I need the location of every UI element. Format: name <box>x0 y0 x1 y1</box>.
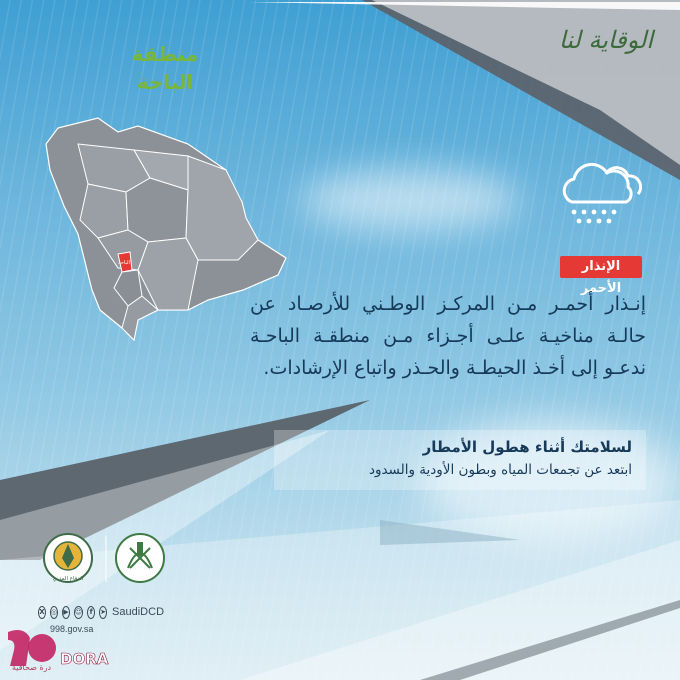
alert-line: إنـذار أحمـر مـن المركـز الوطـني للأرصـاد عن <box>250 293 646 315</box>
social-media-row <box>38 604 164 620</box>
snapchat-icon[interactable]: ☺ <box>74 606 83 619</box>
safety-tip-text: ابتعد عن تجمعات المياه وبطون الأودية والسدود <box>368 462 632 478</box>
alert-message <box>250 288 646 384</box>
safety-tip-box <box>274 430 646 490</box>
watermark-subtitle: درة صحافية <box>12 663 52 672</box>
alert-line: ندعـو إلى أخـذ الحيطـة والحـذر واتباع الإرشادات. <box>263 357 646 379</box>
rain-cloud-icon <box>558 158 644 232</box>
safety-tip-title: لسلامتك أثناء هطول الأمطار <box>422 438 632 456</box>
red-alert-badge: الإنذار الأحمر <box>560 256 642 278</box>
watermark-text: DORA <box>60 650 109 668</box>
facebook-icon[interactable]: f <box>87 606 95 619</box>
youtube-icon[interactable]: ▶ <box>62 606 70 619</box>
social-handle[interactable]: SaudiDCD <box>112 606 165 618</box>
instagram-icon[interactable]: ◎ <box>50 606 58 619</box>
region-title-line1: منطقة <box>131 42 199 66</box>
ministry-emblem-logo <box>116 534 164 582</box>
footer-logos <box>42 528 172 590</box>
website-url[interactable]: 998.gov.sa <box>50 624 94 634</box>
civil-defense-logo <box>44 534 92 582</box>
brand-logo: الوقاية لنا <box>558 26 654 54</box>
telegram-icon[interactable]: ➤ <box>99 606 107 619</box>
region-title-line2: الباحة <box>136 70 194 94</box>
civil-defense-caption: الدفاع المدني <box>52 576 84 582</box>
alert-line: حالـة مناخيـة علـى أجـزاء مـن منطقـة الباحـة <box>250 325 646 347</box>
x-icon[interactable]: X <box>38 606 46 619</box>
map-highlight-label: الباحة <box>118 260 130 266</box>
region-title <box>100 40 230 96</box>
